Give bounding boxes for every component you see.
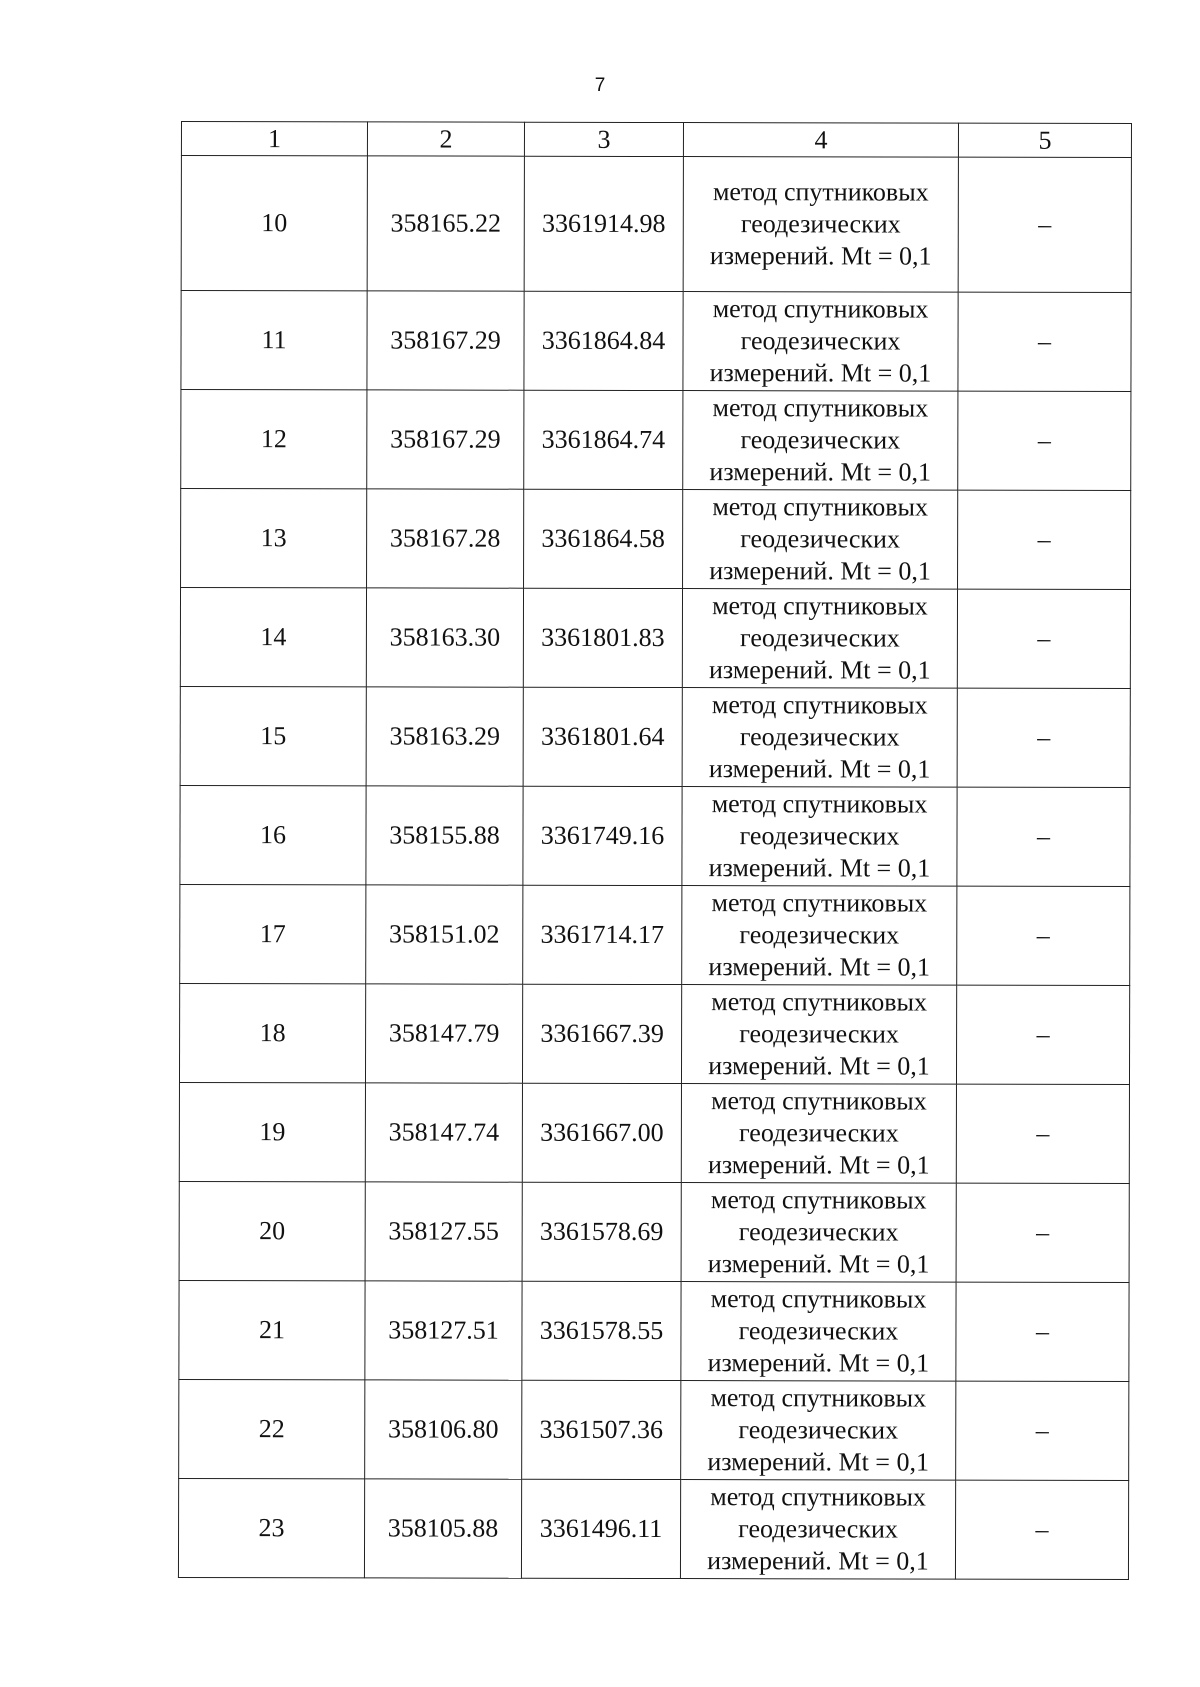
- method-text-line: геодезических: [738, 1514, 898, 1544]
- point-number-cell: 14: [180, 588, 366, 687]
- y-coordinate-cell: 3361749.16: [523, 786, 682, 885]
- method-text-line: измерений. Mt = 0,1: [707, 1150, 930, 1180]
- method-text-line: метод спутниковых: [711, 789, 928, 819]
- point-number-cell: 23: [178, 1478, 364, 1577]
- point-number-cell: 12: [181, 390, 367, 489]
- method-text-line: метод спутниковых: [710, 1185, 927, 1215]
- method-text-line: измерений. Mt = 0,1: [709, 655, 931, 685]
- method-cell: [683, 391, 958, 491]
- x-coordinate-cell: 358127.55: [365, 1182, 522, 1281]
- point-number-cell: 21: [179, 1280, 365, 1379]
- x-coordinate-cell: 358155.88: [366, 786, 523, 885]
- method-cell: [681, 1183, 956, 1283]
- method-text-line: метод спутниковых: [710, 1482, 926, 1512]
- table-row: [179, 1379, 1129, 1480]
- note-cell: –: [957, 886, 1130, 985]
- x-coordinate-cell: 358163.29: [366, 687, 523, 786]
- note-cell: –: [956, 1183, 1129, 1282]
- method-text-line: метод спутниковых: [712, 177, 929, 207]
- coordinates-table: [178, 121, 1132, 1580]
- method-text-line: измерений. Mt = 0,1: [708, 1051, 930, 1081]
- method-text-line: измерений. Mt = 0,1: [707, 1249, 930, 1279]
- method-text-line: метод спутниковых: [712, 492, 929, 522]
- method-text-line: геодезических: [740, 425, 901, 455]
- y-coordinate-cell: 3361714.17: [523, 885, 682, 984]
- x-coordinate-cell: 358151.02: [366, 885, 523, 984]
- note-cell: –: [958, 292, 1131, 391]
- table-row: [179, 1082, 1129, 1183]
- point-number-cell: 18: [179, 983, 365, 1082]
- method-cell: [682, 787, 957, 887]
- method-cell: [682, 886, 957, 986]
- note-cell: –: [955, 1480, 1128, 1579]
- y-coordinate-cell: 3361578.69: [522, 1182, 681, 1281]
- page-number: 7: [594, 75, 606, 96]
- y-coordinate-cell: 3361496.11: [521, 1479, 680, 1578]
- column-header-5: 5: [958, 123, 1131, 157]
- y-coordinate-cell: 3361864.58: [524, 489, 683, 588]
- note-cell: –: [957, 589, 1130, 688]
- method-text-line: измерений. Mt = 0,1: [709, 556, 931, 586]
- column-header-3: 3: [524, 122, 683, 156]
- table-row: [181, 489, 1131, 590]
- y-coordinate-cell: 3361864.74: [524, 390, 683, 489]
- x-coordinate-cell: 358127.51: [365, 1281, 522, 1380]
- point-number-cell: 16: [180, 785, 366, 884]
- column-header-4: 4: [683, 123, 958, 158]
- table-body: [178, 156, 1131, 1580]
- note-cell: –: [956, 1282, 1129, 1381]
- method-text-line: измерений. Mt = 0,1: [709, 457, 932, 487]
- method-text-line: измерений. Mt = 0,1: [707, 1546, 929, 1576]
- method-text-line: метод спутниковых: [711, 690, 928, 720]
- x-coordinate-cell: 358147.74: [365, 1083, 522, 1182]
- x-coordinate-cell: 358105.88: [364, 1479, 521, 1578]
- table-row: [179, 1181, 1129, 1282]
- method-text-line: метод спутниковых: [712, 393, 929, 423]
- method-text-line: геодезических: [740, 524, 901, 554]
- y-coordinate-cell: 3361507.36: [522, 1380, 681, 1479]
- note-cell: –: [956, 1381, 1129, 1480]
- method-text-line: метод спутниковых: [710, 1284, 927, 1314]
- method-text-line: метод спутниковых: [711, 888, 928, 918]
- y-coordinate-cell: 3361667.39: [522, 984, 681, 1083]
- method-cell: [683, 490, 958, 590]
- method-text-line: геодезических: [739, 920, 900, 950]
- method-text-line: геодезических: [738, 1316, 899, 1346]
- method-text-line: геодезических: [738, 1217, 899, 1247]
- y-coordinate-cell: 3361864.84: [524, 291, 683, 390]
- table-row: [180, 588, 1130, 689]
- method-text-line: измерений. Mt = 0,1: [708, 754, 931, 784]
- x-coordinate-cell: 358165.22: [367, 156, 524, 291]
- note-cell: –: [956, 1084, 1129, 1183]
- method-text-line: измерений. Mt = 0,1: [708, 853, 931, 883]
- column-header-1: 1: [181, 122, 367, 156]
- point-number-cell: 10: [181, 156, 367, 291]
- y-coordinate-cell: 3361801.64: [523, 687, 682, 786]
- y-coordinate-cell: 3361801.83: [523, 588, 682, 687]
- method-text-line: геодезических: [738, 1415, 899, 1445]
- method-cell: [681, 985, 956, 1085]
- table-row: [181, 291, 1131, 392]
- method-cell: [683, 157, 958, 293]
- method-cell: [681, 1084, 956, 1184]
- method-text-line: геодезических: [738, 1118, 899, 1148]
- point-number-cell: 20: [179, 1181, 365, 1280]
- x-coordinate-cell: 358167.29: [367, 390, 524, 489]
- note-cell: –: [958, 490, 1131, 589]
- column-header-2: 2: [367, 122, 524, 156]
- point-number-cell: 15: [180, 686, 366, 785]
- note-cell: –: [956, 985, 1129, 1084]
- table-row: [180, 785, 1130, 886]
- point-number-cell: 13: [181, 489, 367, 588]
- table-row: [181, 156, 1131, 293]
- table-row: [179, 1280, 1129, 1381]
- point-number-cell: 19: [179, 1082, 365, 1181]
- method-text-line: измерений. Mt = 0,1: [707, 1447, 930, 1477]
- note-cell: –: [957, 787, 1130, 886]
- table-row: [178, 1478, 1128, 1579]
- method-text-line: измерений. Mt = 0,1: [709, 358, 932, 388]
- method-text-line: измерений. Mt = 0,1: [707, 1348, 930, 1378]
- y-coordinate-cell: 3361667.00: [522, 1083, 681, 1182]
- method-cell: [682, 589, 957, 689]
- method-text-line: измерений. Mt = 0,1: [709, 241, 932, 271]
- method-text-line: геодезических: [740, 326, 901, 356]
- point-number-cell: 11: [181, 291, 367, 390]
- point-number-cell: 17: [180, 884, 366, 983]
- table-header-row: [181, 122, 1131, 158]
- x-coordinate-cell: 358167.29: [367, 291, 524, 390]
- method-cell: [681, 1381, 956, 1481]
- y-coordinate-cell: 3361914.98: [524, 156, 683, 291]
- table-row: [181, 390, 1131, 491]
- note-cell: –: [958, 391, 1131, 490]
- x-coordinate-cell: 358163.30: [366, 588, 523, 687]
- method-text-line: геодезических: [739, 821, 900, 851]
- table-row: [180, 884, 1130, 985]
- x-coordinate-cell: 358147.79: [365, 984, 522, 1083]
- point-number-cell: 22: [179, 1379, 365, 1478]
- x-coordinate-cell: 358106.80: [365, 1380, 522, 1479]
- method-text-line: геодезических: [740, 623, 900, 653]
- method-cell: [680, 1480, 955, 1580]
- note-cell: –: [958, 157, 1131, 292]
- method-cell: [681, 1282, 956, 1382]
- y-coordinate-cell: 3361578.55: [522, 1281, 681, 1380]
- method-cell: [682, 688, 957, 788]
- method-text-line: метод спутниковых: [710, 1383, 927, 1413]
- method-text-line: метод спутниковых: [711, 1086, 927, 1116]
- method-text-line: измерений. Mt = 0,1: [708, 952, 931, 982]
- note-cell: –: [957, 688, 1130, 787]
- x-coordinate-cell: 358167.28: [367, 489, 524, 588]
- method-text-line: метод спутниковых: [712, 294, 929, 324]
- method-text-line: метод спутниковых: [712, 591, 928, 621]
- method-text-line: геодезических: [739, 722, 900, 752]
- table-row: [179, 983, 1129, 1084]
- table-row: [180, 686, 1130, 787]
- method-text-line: метод спутниковых: [711, 987, 928, 1017]
- method-text-line: геодезических: [739, 1019, 899, 1049]
- method-cell: [683, 292, 958, 392]
- method-text-line: геодезических: [740, 209, 901, 239]
